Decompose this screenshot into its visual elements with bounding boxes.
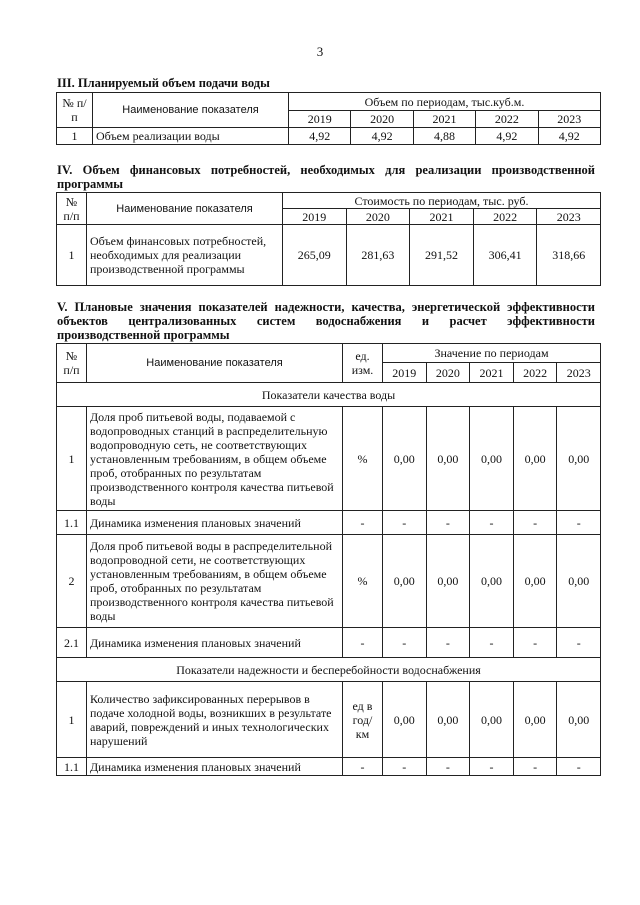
value-cell: 281,63	[346, 225, 410, 286]
value-cell: -	[383, 511, 427, 535]
value-cell: 0,00	[426, 682, 470, 758]
value-cell: 265,09	[283, 225, 347, 286]
value-cell: -	[513, 628, 557, 658]
row-name: Динамика изменения плановых значений	[87, 758, 343, 776]
table-row	[57, 535, 601, 628]
value-cell: 0,00	[383, 407, 427, 511]
row-unit: -	[343, 511, 383, 535]
value-cell: -	[513, 511, 557, 535]
year-header: 2023	[557, 363, 601, 383]
col-no-header: № п/п	[57, 193, 87, 225]
value-cell: -	[513, 758, 557, 776]
col-group-header: Объем по периодам, тыс.куб.м.	[289, 93, 601, 111]
section-5-title: V. Плановые значения показателей надежности, качества, энергетической эффективности объектов централизованных систем водоснабжения и расчет эффективности производственной программы	[57, 300, 595, 342]
row-unit: -	[343, 758, 383, 776]
value-cell: 306,41	[473, 225, 537, 286]
table-row	[57, 628, 601, 658]
year-header: 2019	[289, 111, 351, 128]
col-name-header: Наименование показателя	[87, 344, 343, 383]
value-cell: 4,92	[351, 128, 413, 145]
year-header: 2020	[351, 111, 413, 128]
year-header: 2021	[413, 111, 475, 128]
value-cell: 0,00	[426, 407, 470, 511]
value-cell: 4,92	[476, 128, 538, 145]
row-no: 1	[57, 682, 87, 758]
value-cell: 0,00	[470, 682, 514, 758]
row-unit: %	[343, 407, 383, 511]
value-cell: 0,00	[557, 407, 601, 511]
value-cell: -	[426, 758, 470, 776]
value-cell: 4,88	[413, 128, 475, 145]
section-4-title: IV. Объем финансовых потребностей, необходимых для реализации производственной программы	[57, 163, 595, 191]
table-row	[57, 511, 601, 535]
table-row	[57, 682, 601, 758]
value-cell: 0,00	[513, 407, 557, 511]
row-unit: ед в год/ км	[343, 682, 383, 758]
page-number: 3	[316, 44, 324, 59]
col-unit-header: ед. изм.	[343, 344, 383, 383]
value-cell: -	[426, 511, 470, 535]
col-name-header: Наименование показателя	[87, 193, 283, 225]
row-no: 1	[57, 225, 87, 286]
row-name: Объем реализации воды	[93, 128, 289, 145]
col-name-header: Наименование показателя	[93, 93, 289, 128]
col-no-header: № п/п	[57, 93, 93, 128]
section-3-title: III. Планируемый объем подачи воды	[57, 76, 270, 90]
value-cell: -	[470, 758, 514, 776]
value-cell: 0,00	[383, 535, 427, 628]
row-no: 2.1	[57, 628, 87, 658]
col-group-header: Стоимость по периодам, тыс. руб.	[283, 193, 601, 209]
value-cell: 0,00	[557, 535, 601, 628]
year-header: 2020	[346, 209, 410, 225]
value-cell: 291,52	[410, 225, 474, 286]
value-cell: -	[470, 628, 514, 658]
value-cell: -	[557, 758, 601, 776]
table-row	[57, 407, 601, 511]
value-cell: -	[557, 628, 601, 658]
row-name: Объем финансовых потребностей, необходимых для реализации производственной программы	[87, 225, 283, 286]
value-cell: 0,00	[513, 682, 557, 758]
year-header: 2022	[513, 363, 557, 383]
year-header: 2021	[410, 209, 474, 225]
value-cell: 0,00	[470, 535, 514, 628]
row-name: Количество зафиксированных перерывов в подаче холодной воды, возникших в результате аварий, повреждений и иных технологических нарушений	[87, 682, 343, 758]
year-header: 2019	[383, 363, 427, 383]
year-header: 2023	[537, 209, 601, 225]
group-header-quality: Показатели качества воды	[57, 383, 601, 407]
indicators-table	[56, 343, 601, 776]
col-no-header: № п/п	[57, 344, 87, 383]
value-cell: -	[383, 758, 427, 776]
year-header: 2023	[538, 111, 600, 128]
table-row	[57, 128, 601, 145]
value-cell: -	[470, 511, 514, 535]
value-cell: 0,00	[513, 535, 557, 628]
row-no: 1	[57, 407, 87, 511]
year-header: 2021	[470, 363, 514, 383]
value-cell: 0,00	[557, 682, 601, 758]
financial-needs-table	[56, 192, 601, 286]
value-cell: 318,66	[537, 225, 601, 286]
year-header: 2019	[283, 209, 347, 225]
supply-volume-table	[56, 92, 601, 145]
value-cell: -	[426, 628, 470, 658]
value-cell: 4,92	[538, 128, 600, 145]
value-cell: 0,00	[383, 682, 427, 758]
row-no: 1	[57, 128, 93, 145]
row-no: 1.1	[57, 511, 87, 535]
table-row	[57, 225, 601, 286]
row-no: 2	[57, 535, 87, 628]
row-name: Динамика изменения плановых значений	[87, 511, 343, 535]
table-row	[57, 758, 601, 776]
row-unit: %	[343, 535, 383, 628]
row-name: Доля проб питьевой воды в распределительной водопроводной сети, не соответствующих установленным требованиям, в общем объеме проб, отобранных по результатам производственного контроля качества питьевой воды	[87, 535, 343, 628]
row-no: 1.1	[57, 758, 87, 776]
year-header: 2022	[476, 111, 538, 128]
group-header-reliability: Показатели надежности и бесперебойности водоснабжения	[57, 658, 601, 682]
value-cell: 0,00	[470, 407, 514, 511]
year-header: 2022	[473, 209, 537, 225]
value-cell: 4,92	[289, 128, 351, 145]
row-unit: -	[343, 628, 383, 658]
row-name: Динамика изменения плановых значений	[87, 628, 343, 658]
value-cell: -	[557, 511, 601, 535]
col-group-header: Значение по периодам	[383, 344, 601, 363]
value-cell: -	[383, 628, 427, 658]
row-name: Доля проб питьевой воды, подаваемой с водопроводных станций в распределительную водопроводную сеть, не соответствующих установленным требованиям, в общем объеме проб, отобранных по результатам производственного контроля качества питьевой воды	[87, 407, 343, 511]
value-cell: 0,00	[426, 535, 470, 628]
year-header: 2020	[426, 363, 470, 383]
